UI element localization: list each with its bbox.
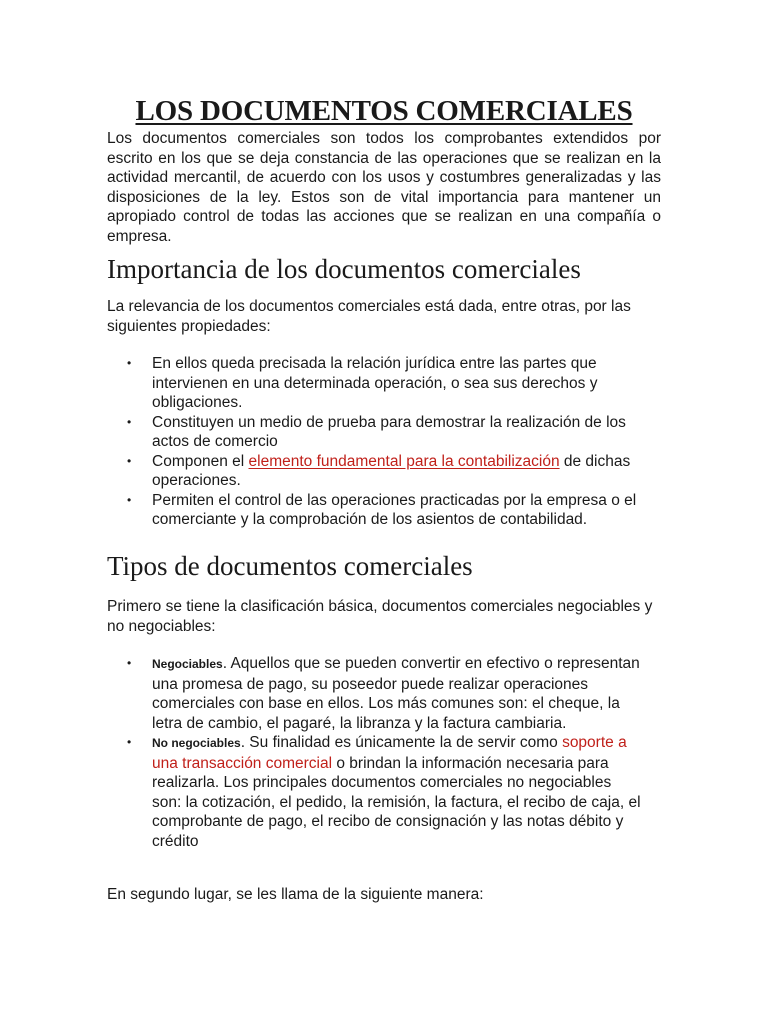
closing-paragraph: En segundo lugar, se les llama de la siguiente manera: bbox=[107, 886, 484, 903]
list-item bbox=[107, 413, 641, 452]
bullet-icon: • bbox=[127, 492, 132, 507]
types-lead-paragraph: Primero se tiene la clasificación básica, documentos comerciales negociables y no negociables: bbox=[107, 598, 653, 635]
list-item-text: . Aquellos que se pueden convertir en efectivo o representan una promesa de pago, su poseedor puede realizar operaciones comerciales con base en ellos. Los más comunes son: el cheque, la letra de cambio, el pagaré, la libranza y la factura cambiaria. bbox=[152, 655, 640, 732]
importance-heading: Importancia de los documentos comerciales bbox=[107, 254, 581, 284]
bullet-icon: • bbox=[127, 414, 132, 429]
types-heading: Tipos de documentos comerciales bbox=[107, 551, 473, 581]
list-item-text-after: o brindan la información necesaria para realizarla. Los principales documentos comerciales no negociables son: la cotización, el pedido, la remisión, la factura, el recibo de caja, el comprobante de pago, el recibo de consignación y las notas débito y crédito bbox=[152, 754, 641, 850]
list-item-text: En ellos queda precisada la relación jurídica entre las partes que intervienen en una determinada operación, o sea sus derechos y obligaciones. bbox=[152, 355, 598, 411]
list-item-text-after: de dichas operaciones. bbox=[152, 452, 631, 489]
list-item-text-before: . Su finalidad es únicamente la de servir como bbox=[240, 734, 563, 751]
bullet-icon: • bbox=[127, 453, 132, 468]
list-item bbox=[107, 452, 641, 491]
document-title: LOS DOCUMENTOS COMERCIALES bbox=[135, 95, 633, 127]
term-negociables: Negociables bbox=[152, 657, 223, 671]
bullet-icon: • bbox=[127, 356, 132, 370]
intro-paragraph: Los documentos comerciales son todos los comprobantes extendidos por escrito en los que se deja constancia de las operaciones que se realizan en la actividad mercantil, de acuerdo con los usos y costumbres generalizadas y las disposiciones de la ley. Estos son de vital importancia para mantener un apropiado control de todas las acciones que se realizan en una compañía o empresa. bbox=[107, 130, 661, 245]
transaction-support-link[interactable]: soporte a una transacción comercial bbox=[152, 734, 627, 772]
list-item-text-before: Componen el bbox=[152, 452, 249, 470]
list-item-text: Constituyen un medio de prueba para demostrar la realización de los actos de comercio bbox=[152, 413, 626, 450]
list-item bbox=[107, 654, 641, 733]
importance-lead-paragraph: La relevancia de los documentos comerciales está dada, entre otras, por las siguientes propiedades: bbox=[107, 298, 631, 335]
bullet-icon: • bbox=[127, 656, 132, 670]
types-list bbox=[107, 654, 661, 851]
accounting-link[interactable]: elemento fundamental para la contabilización bbox=[248, 452, 560, 470]
list-item-text: Permiten el control de las operaciones practicadas por la empresa o el comerciante y la comprobación de los asientos de contabilidad. bbox=[152, 491, 637, 528]
importance-list bbox=[107, 354, 661, 530]
bullet-icon: • bbox=[127, 735, 132, 749]
list-item bbox=[107, 354, 641, 413]
list-item bbox=[107, 733, 641, 851]
term-no-negociables: No negociables bbox=[152, 736, 241, 750]
list-item bbox=[107, 491, 641, 530]
